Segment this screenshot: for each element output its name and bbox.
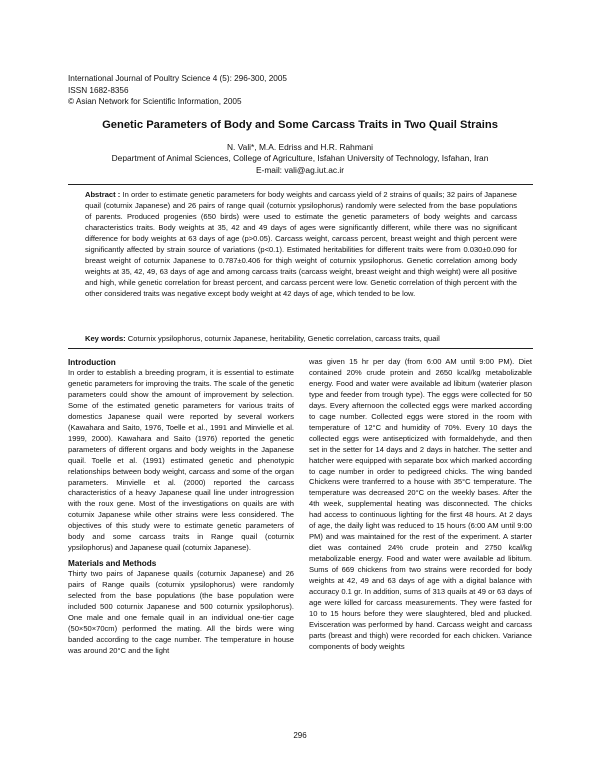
paper-title: Genetic Parameters of Body and Some Carcass Traits in Two Quail Strains: [102, 119, 498, 131]
right-column: [309, 357, 532, 653]
methods-text-right: was given 15 hr per day (from 6:00 AM until 9:00 PM). Diet contained 20% crude protein and 2650 kcal/kg metabolizable energy. Food and water were available ad libitum (waterier plason type and feeder from trough type). The eggs were collected for 50 days. Every afternoon the collected eggs were marked according to cage number. Collected eggs were stored in the room with temperature of 12°C and humidity of 70%. Every 10 days the collected eggs were antisepticized with formaldehyde, and then set in the setter for 14 days and 2 days in hatcher. The setter and hatcher were equipped with separate box which marked according to cage number in order to pedigreed chicks. The wing banded Chickens were tranferred to a house with 35°C temperature. The temperature was decreased 20°C on the weekly bases. After the 4th week, supplemental heating was disconnected. The chicks had access to continuous lighting for the first 48 hours. At 2 days of age, the daily light was reduced to 15 hours (6:00 AM until 9:00 PM) and was maintained for the rest of the experiment. A starter diet was contained 24% crude protein and 2750 kcal/kg metabolizable energy. Food and water were available ad libitum. Sums of 669 chickens from two strains were recorded for body weights at 42, 49 and 63 days of age with a digital balance with accuracy 0.1 gr. In addition, sums of 313 quails at 49 or 63 days of age were killed for carcass measurements. They were fasted for 10 to 15 hours before they were slaughtered, bled and plucked. Evisceration was performed by hand. Carcass weight and carcass parts (breast and thigh) were recorded for each chicken. Variance components of body weights: [309, 357, 532, 651]
author-email: E-mail: vali@ag.iut.ac.ir: [255, 164, 345, 175]
methods-heading: Materials and Methods: [68, 559, 157, 569]
introduction-heading: Introduction: [68, 358, 116, 367]
abstract-label: Abstract :: [85, 190, 121, 199]
author-affiliation: Department of Animal Sciences, College of Agriculture, Isfahan University of Technology, Isfahan, Iran: [111, 153, 489, 164]
journal-copyright: © Asian Network for Scientific Information, 2005: [68, 97, 242, 107]
journal-issn: ISSN 1682-8356: [68, 85, 129, 95]
keywords-label: Key words:: [85, 334, 126, 343]
author-block: [0, 142, 600, 176]
keywords-text: Coturnix ypsilophorus, coturnix Japanese, heritability, Genetic correlation, carcass traits, quail: [127, 334, 440, 343]
introduction-text: In order to establish a breeding program, it is essential to estimate genetic parameters for improving the traits. The scale of the genetic parameters could show the amount of improvement by selection. Some of the estimated genetic parameters for various traits of domestics Japanese quail were reported by several workers (Kawahara and Saito, 1976, Toelle et al., 1991 and Minvielle et al. 1999, 2000). Kawahara and Saito (1976) reported the genetic parameters of different organs and body weights in the Japanese quail. Toelle et al. (1991) estimated genetic and phenotypic relationships between body weight, carcass and some of the organ parameters. Minvielle et al. (2000) reported the carcass characteristics of a heavy Japanese quail line under introgression with the roux gene. Most of the investigations on quails are with coturnix Japanese while other strains were less considered. The objectives of this study were to estimate genetic parameters of body and some carcass traits in Range quail (coturnix ypsilophorus) and Japanese quail (coturnix Japanese).: [68, 368, 294, 553]
journal-info: [68, 73, 287, 108]
keywords-bottom-rule: [68, 348, 533, 349]
abstract-top-rule: [68, 184, 533, 185]
author-names: N. Vali*, M.A. Edriss and H.R. Rahmani: [227, 142, 373, 152]
journal-citation: International Journal of Poultry Science 4 (5): 296-300, 2005: [68, 74, 287, 83]
page-number: 296: [293, 731, 307, 740]
abstract: [85, 190, 517, 300]
keywords: [85, 334, 535, 345]
abstract-text: In order to estimate genetic parameters for body weights and carcass yield of 2 strains of quails; 32 pairs of Japanese quail (coturnix Japanese) and 26 pairs of range quail (coturnix ypsilophorus) randomly were selected from the base populations of parents. Produced progenies (650 birds) were used to estimate the genetic parameters of body weights and carcass characteristics traits. Body weights at 35, 42 and 49 days of ages were significantly different, while there was no significant difference for body weights at 63 days of age (p>0.05). Carcass weight, carcass percent, breast weight and thigh percent were significantly affected by strain source of variations (p<0.1). Estimated heritabilities for different traits were from 0.030±0.090 for breast weight of coturnix Japanese to 0.787±0.406 for thigh weight of coturnix ypsilophorus. Genetic correlation among body weights at 35, 42, 49, 63 days of age and among carcass traits (carcass weight, breast weight and thigh weight) were all positive and high, while genetic correlation for breast percent, and carcass percent were low. Genetic correlation of thigh percent with the other considered traits was negative except body weight at 42 days of age, which tended to be low.: [85, 190, 517, 298]
left-column: [68, 357, 294, 657]
methods-text-left: Thirty two pairs of Japanese quails (coturnix Japanese) and 26 pairs of Range quails (coturnix ypsilophorus) were randomly selected from the base populations (the base population were included 500 coturnix Japanese and 500 coturnix ypsilophorus). One male and one female quail in an individual one-tier cage (50×50×70cm) performed the mating. All the birds were wing banded according to the cage number. The temperature in house was around 20°C and the light: [68, 569, 294, 655]
